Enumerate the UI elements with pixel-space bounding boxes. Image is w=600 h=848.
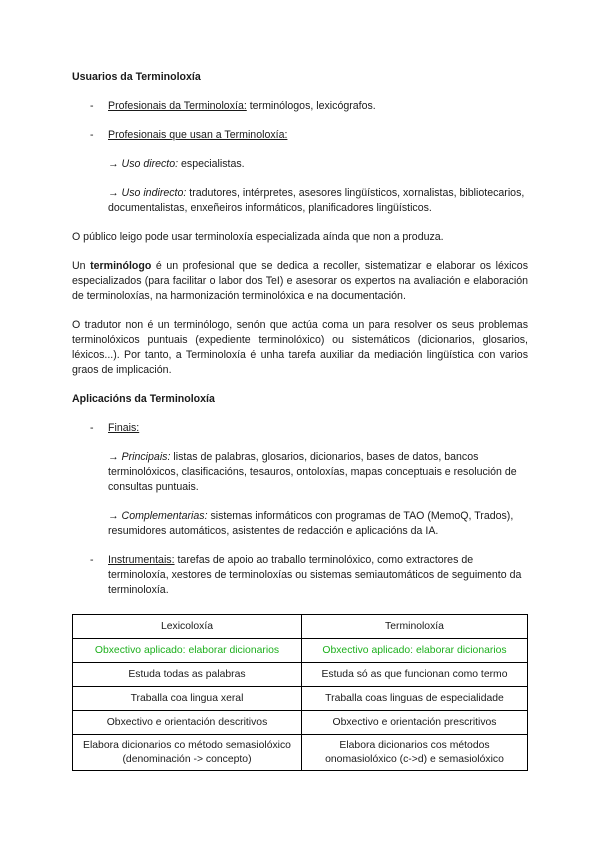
table-header-cell: Lexicoloxía xyxy=(73,615,302,639)
table-cell: Obxectivo e orientación descritivos xyxy=(73,711,302,735)
section-heading-usuarios: Usuarios da Terminoloxía xyxy=(72,71,201,83)
table-cell: Traballa coas linguas de especialidade xyxy=(302,687,528,711)
list-item: - Finais: xyxy=(90,422,140,434)
sub-list-item: → Complementarias: sistemas informáticos con programas de TAO (MemoQ, Trados), resumidores automáticos, asistentes de redacción e aplicacións da IA. xyxy=(108,510,514,537)
sub-list-item: → Uso directo: especialistas. xyxy=(108,158,245,170)
list-item: - Profesionais que usan a Terminoloxía: xyxy=(90,129,288,141)
table-cell: Estuda todas as palabras xyxy=(73,663,302,687)
paragraph: O público leigo pode usar terminoloxía especializada aínda que non a produza. xyxy=(72,231,444,243)
table-header-cell: Terminoloxía xyxy=(302,615,528,639)
table-cell-highlight: Obxectivo aplicado: elaborar dicionarios xyxy=(302,639,528,663)
section-heading-aplicacions: Aplicacións da Terminoloxía xyxy=(72,393,215,405)
paragraph-terminologo: Un terminólogo é un profesional que se dedica a recoller, sistematizar e elaborar os léxicos especializados (para facilitar o labor dos TeI) e asesorar os expertos na avaliación e elaboración de terminoloxías, na harmonización terminolóxica e na documentación. xyxy=(72,260,528,302)
table-row xyxy=(73,663,528,687)
table-cell: Traballa coa lingua xeral xyxy=(73,687,302,711)
document-page xyxy=(72,70,528,612)
table-row xyxy=(73,735,528,771)
table-row xyxy=(73,687,528,711)
table-row xyxy=(73,711,528,735)
sub-list-item: → Principais: listas de palabras, glosarios, dicionarios, bases de datos, bancos terminolóxicos, clasificacións, tesauros, ontoloxías, mapas conceptuais e resolución de consultas puntuais. xyxy=(108,451,517,493)
paragraph: O tradutor non é un terminólogo, senón que actúa coma un para resolver os seus problemas terminolóxicos puntuais (expediente terminolóxico) ou sistemáticos (dicionarios, glosarios, léxicos...). Por tanto, a Terminoloxía é unha tarefa auxiliar da mediación lingüística con varios graos de implicación. xyxy=(72,319,528,376)
table-cell: Estuda só as que funcionan como termo xyxy=(302,663,528,687)
table-cell: Obxectivo e orientación prescritivos xyxy=(302,711,528,735)
sub-list-item: → Uso indirecto: tradutores, intérpretes, asesores lingüísticos, xornalistas, bibliotecarios, documentalistas, enxeñeiros informáticos, planificadores lingüísticos. xyxy=(108,187,525,214)
table-cell: Elabora dicionarios cos métodos onomasiolóxico (c->d) e semasiolóxico xyxy=(302,735,528,771)
comparison-table xyxy=(72,614,528,771)
list-item: - Profesionais da Terminoloxía: terminólogos, lexicógrafos. xyxy=(90,100,376,112)
table-row xyxy=(73,639,528,663)
table-cell-highlight: Obxectivo aplicado: elaborar dicionarios xyxy=(73,639,302,663)
table-header-row xyxy=(73,615,528,639)
table-cell: Elabora dicionarios co método semasiolóxico (denominación -> concepto) xyxy=(73,735,302,771)
list-item: - Instrumentais: tarefas de apoio ao traballo terminolóxico, como extractores de terminoloxía, xestores de terminoloxías ou sistemas semiautomáticos de seguimento da terminoloxía. xyxy=(90,554,522,596)
